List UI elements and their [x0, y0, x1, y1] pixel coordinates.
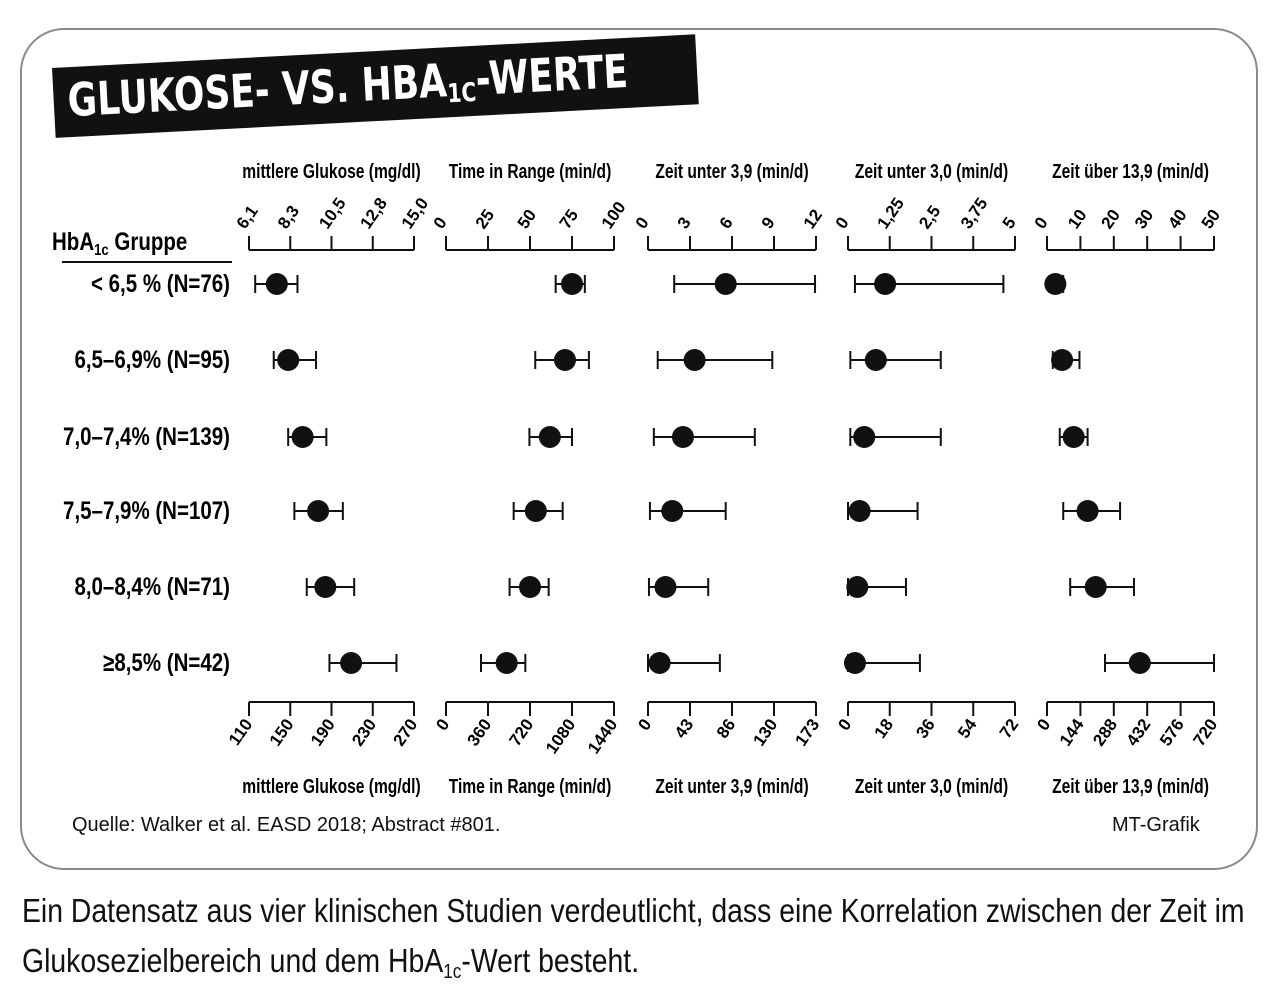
mean-point: [496, 652, 518, 674]
bottom-axis-title: Time in Range (min/d): [448, 775, 612, 798]
bottom-axis-title: mittlere Glukose (mg/dl): [242, 775, 421, 798]
bottom-axis-title: Zeit über 13,9 (min/d): [1052, 775, 1209, 798]
caption-part2: -Wert besteht.: [461, 942, 640, 979]
caption-subscript: 1c: [443, 961, 462, 983]
bottom-tick-label: 270: [389, 715, 422, 750]
top-tick-label: 10,5: [315, 194, 350, 233]
top-tick-label: 2,5: [915, 202, 945, 233]
top-tick-label: 9: [757, 213, 779, 233]
row-label: 7,5–7,9% (N=107): [63, 496, 230, 525]
bottom-tick-label: 130: [749, 715, 782, 750]
bottom-tick-label: 173: [791, 715, 824, 750]
mean-point: [561, 273, 583, 295]
top-tick-label: 100: [597, 198, 630, 233]
bottom-tick-label: 144: [1055, 715, 1088, 750]
title-part2: -WERTE: [474, 43, 630, 106]
bottom-tick-label: 190: [306, 715, 339, 750]
top-tick-label: 12: [799, 205, 827, 233]
mean-point: [672, 426, 694, 448]
bottom-tick-label: 150: [265, 715, 298, 750]
top-tick-label: 1,25: [873, 194, 909, 233]
mean-point: [1129, 652, 1151, 674]
group-header: [52, 227, 232, 262]
panels: [225, 160, 1224, 797]
bottom-tick-label: 1440: [584, 715, 622, 758]
bottom-tick-label: 432: [1122, 715, 1155, 750]
mean-point: [266, 273, 288, 295]
group-header-sub: 1c: [94, 241, 109, 260]
bottom-tick-label: 43: [670, 715, 698, 742]
panel-time-in-range: [430, 160, 630, 797]
mean-point: [1044, 273, 1066, 295]
row-label: 7,0–7,4% (N=139): [63, 422, 230, 451]
mean-point: [519, 576, 541, 598]
top-axis-title: mittlere Glukose (mg/dl): [242, 160, 421, 183]
top-tick-label: 3: [673, 213, 695, 233]
bottom-tick-label: 720: [505, 715, 538, 750]
mean-point: [654, 576, 676, 598]
row-label: 6,5–6,9% (N=95): [74, 345, 230, 374]
source-note: Quelle: Walker et al. EASD 2018; Abstract #801.: [72, 814, 501, 836]
bottom-tick-label: 36: [912, 715, 939, 742]
bottom-tick-label: 54: [954, 715, 981, 742]
panel-time-above-13-9: [1031, 160, 1224, 797]
panel-glucose: [225, 160, 432, 797]
title-part1: GLUKOSE- VS. HBA: [66, 53, 449, 128]
mean-point: [554, 349, 576, 371]
top-tick-label: 8,3: [273, 202, 304, 233]
mean-point: [849, 500, 871, 522]
mean-point: [1077, 500, 1099, 522]
top-tick-label: 0: [831, 213, 853, 233]
top-axis-title: Zeit unter 3,0 (min/d): [854, 160, 1009, 183]
row-label: 8,0–8,4% (N=71): [74, 572, 230, 601]
row-label: < 6,5 % (N=76): [90, 269, 230, 298]
top-axis-title: Time in Range (min/d): [448, 160, 612, 183]
bottom-tick-label: 0: [432, 715, 454, 735]
top-tick-label: 15,0: [397, 194, 433, 233]
bottom-tick-label: 0: [1033, 715, 1055, 735]
bottom-tick-label: 18: [870, 715, 898, 742]
mean-point: [1085, 576, 1107, 598]
credit-note: MT-Grafik: [1112, 814, 1200, 836]
mean-point: [1051, 349, 1073, 371]
mean-point: [684, 349, 706, 371]
top-tick-label: 3,75: [956, 194, 992, 233]
bottom-tick-label: 720: [1189, 715, 1222, 750]
top-tick-label: 0: [631, 213, 653, 233]
bottom-tick-label: 288: [1089, 715, 1122, 750]
bottom-tick-label: 0: [834, 715, 856, 735]
mean-point: [715, 273, 737, 295]
top-tick-label: 50: [513, 205, 541, 233]
bottom-tick-label: 230: [348, 715, 381, 750]
mean-point: [661, 500, 683, 522]
mean-point: [292, 426, 314, 448]
bottom-tick-label: 1080: [542, 715, 580, 758]
mean-point: [314, 576, 336, 598]
top-tick-label: 0: [1030, 213, 1052, 233]
panel-time-below-3-9: [632, 160, 826, 797]
top-tick-label: 6,1: [232, 202, 262, 233]
top-tick-label: 50: [1197, 205, 1225, 233]
mean-point: [865, 349, 887, 371]
bottom-tick-label: 360: [463, 715, 496, 750]
mean-point: [874, 273, 896, 295]
mean-point: [307, 500, 329, 522]
svg-text:HbA1c Gruppe: [52, 227, 187, 259]
row-labels: [63, 269, 230, 676]
row-label: ≥8,5% (N=42): [103, 648, 230, 677]
panel-time-below-3-0: [832, 160, 1023, 797]
mean-point: [846, 576, 868, 598]
caption-part1: Ein Datensatz aus vier klinischen Studien verdeutlicht, dass eine Korrelation zwischen der Zeit im Glukosezielbereich und dem HbA: [22, 892, 1245, 979]
caption: [22, 886, 1260, 997]
bottom-tick-label: 576: [1156, 715, 1188, 750]
top-tick-label: 5: [998, 213, 1020, 233]
group-header-rest: Gruppe: [108, 227, 188, 256]
top-tick-label: 25: [471, 205, 499, 233]
bottom-tick-label: 0: [634, 715, 656, 735]
top-tick-label: 20: [1097, 205, 1124, 233]
mean-point: [649, 652, 671, 674]
title-subscript: 1C: [446, 77, 478, 110]
top-tick-label: 10: [1064, 205, 1091, 233]
mean-point: [1063, 426, 1085, 448]
top-tick-label: 75: [555, 205, 583, 233]
bottom-tick-label: 86: [712, 715, 740, 742]
top-axis-title: Zeit über 13,9 (min/d): [1052, 160, 1209, 183]
group-header-main: HbA: [52, 227, 95, 256]
mean-point: [525, 500, 547, 522]
top-tick-label: 40: [1164, 205, 1191, 233]
mean-point: [277, 349, 299, 371]
mean-point: [844, 652, 866, 674]
mean-point: [539, 426, 561, 448]
top-tick-label: 30: [1130, 205, 1158, 233]
mean-point: [853, 426, 875, 448]
top-axis-title: Zeit unter 3,9 (min/d): [655, 160, 809, 183]
top-tick-label: 0: [429, 213, 451, 233]
top-tick-label: 6: [715, 213, 737, 233]
bottom-axis-title: Zeit unter 3,9 (min/d): [655, 775, 809, 798]
bottom-axis-title: Zeit unter 3,0 (min/d): [854, 775, 1009, 798]
bottom-tick-label: 72: [995, 715, 1023, 742]
bottom-tick-label: 110: [224, 715, 257, 749]
mean-point: [340, 652, 362, 674]
top-tick-label: 12,8: [356, 194, 392, 233]
